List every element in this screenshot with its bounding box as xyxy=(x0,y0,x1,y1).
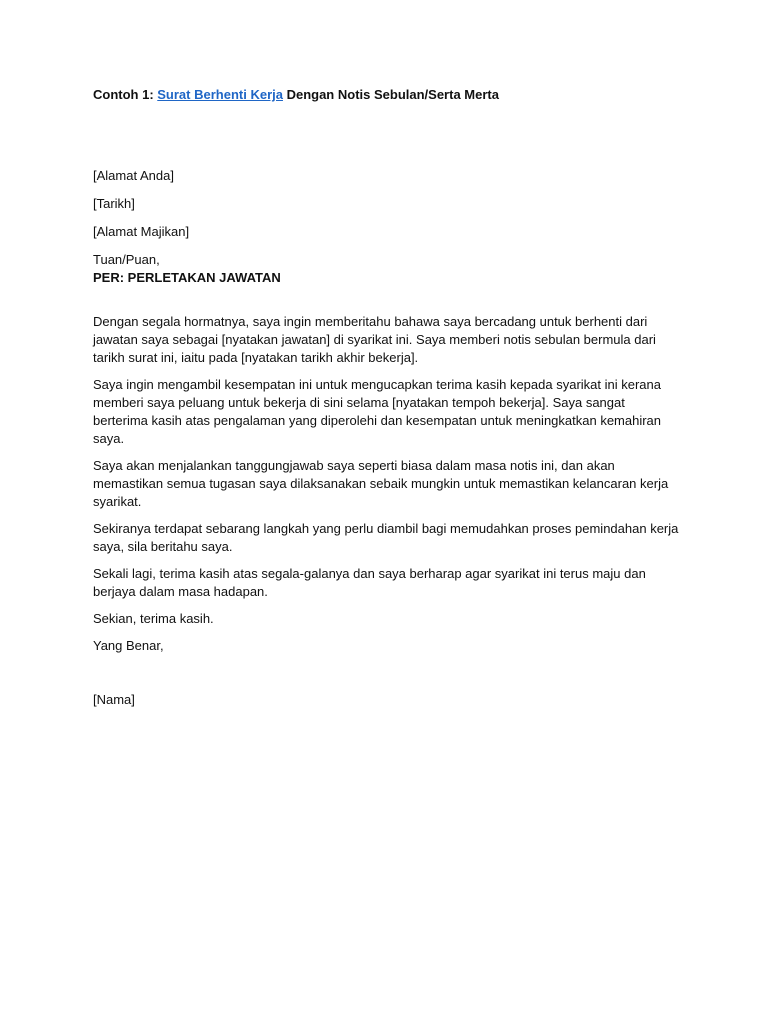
signoff-line: Yang Benar, xyxy=(93,638,164,653)
body-paragraph: Sekiranya terdapat sebarang langkah yang perlu diambil bagi memudahkan proses pemindahan kerja saya, sila beritahu saya. xyxy=(93,521,679,554)
signature-name: [Nama] xyxy=(93,692,135,707)
salutation: Tuan/Puan, xyxy=(93,252,160,267)
resignation-letter-link[interactable]: Surat Berhenti Kerja xyxy=(157,87,283,102)
letter-date: [Tarikh] xyxy=(93,196,135,211)
your-address: [Alamat Anda] xyxy=(93,168,174,183)
body-paragraph: Saya akan menjalankan tanggungjawab saya seperti biasa dalam masa notis ini, dan akan memastikan semua tugasan saya dilaksanakan sebaik mungkin untuk memastikan kelancaran kerja syarikat. xyxy=(93,458,669,509)
heading-suffix: Dengan Notis Sebulan/Serta Merta xyxy=(282,87,499,102)
letter-body xyxy=(93,313,683,655)
body-paragraph: Saya ingin mengambil kesempatan ini untuk mengucapkan terima kasih kepada syarikat ini kerana memberi saya peluang untuk bekerja di sini selama [nyatakan tempoh bekerja]. Saya sangat berterima kasih atas pengalaman yang diperolehi dan kesempatan untuk meningkatkan kemahiran saya. xyxy=(93,377,662,446)
employer-address: [Alamat Majikan] xyxy=(93,224,190,239)
heading-prefix: Contoh 1: xyxy=(93,87,158,102)
letter-subject: PER: PERLETAKAN JAWATAN xyxy=(93,270,281,285)
body-paragraph: Sekali lagi, terima kasih atas segala-galanya dan saya berharap agar syarikat ini terus maju dan berjaya dalam masa hadapan. xyxy=(93,566,646,599)
example-heading xyxy=(93,86,683,104)
closing-line: Sekian, terima kasih. xyxy=(93,611,214,626)
letter-content xyxy=(93,86,683,709)
body-paragraph: Dengan segala hormatnya, saya ingin memberitahu bahawa saya bercadang untuk berhenti dari jawatan saya sebagai [nyatakan jawatan] di syarikat ini. Saya memberi notis sebulan bermula dari tarikh surat ini, iaitu pada [nyatakan tarikh akhir bekerja]. xyxy=(93,314,656,365)
